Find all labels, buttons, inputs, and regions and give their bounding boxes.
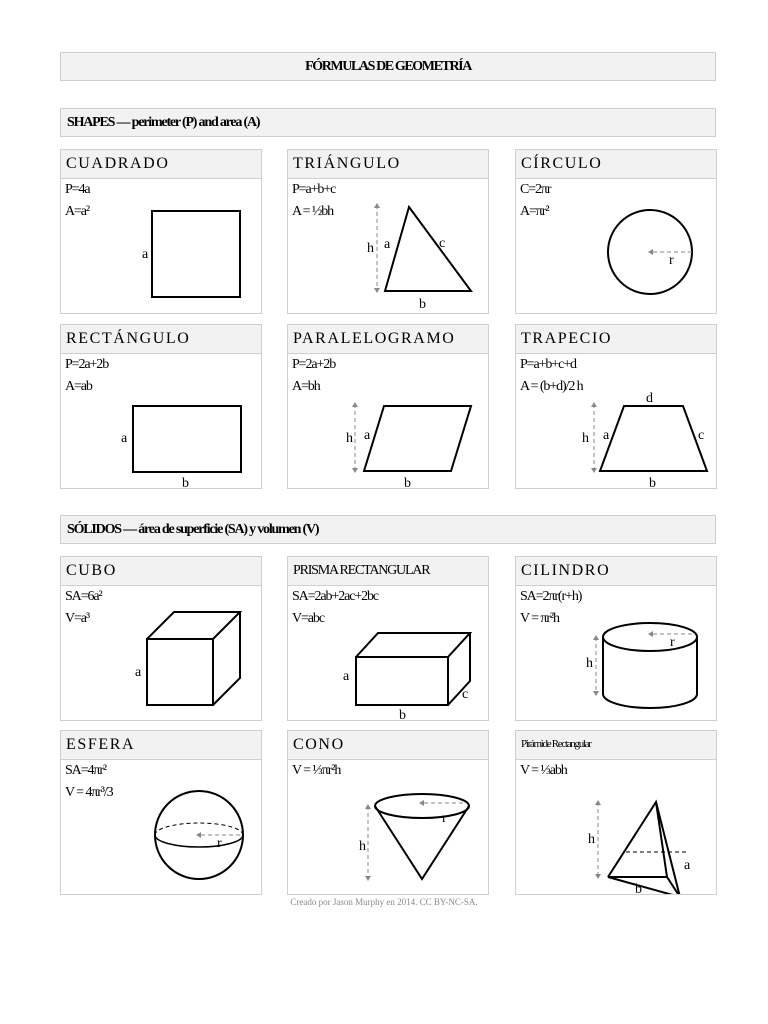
label-a: a xyxy=(142,247,149,262)
card-title: CILINDRO xyxy=(516,557,716,586)
formula-volume: V=abc xyxy=(292,611,324,626)
pyramid-figure xyxy=(516,759,716,894)
label-a: a xyxy=(121,431,128,446)
card-cono xyxy=(287,730,489,895)
footer-credit: Creado por Jason Murphy en 2014. CC BY-NC-SA. xyxy=(290,897,478,907)
card-title: ESFERA xyxy=(61,731,261,760)
card-title: PARALELOGRAMO xyxy=(288,325,488,354)
label-b: b xyxy=(635,882,642,894)
card-circulo xyxy=(515,149,717,314)
sphere-figure xyxy=(61,759,261,894)
card-trapecio xyxy=(515,324,717,489)
page-title: FÓRMULAS DE GEOMETRÍA xyxy=(60,52,716,81)
card-triangulo xyxy=(287,149,489,314)
label-d: d xyxy=(646,391,653,406)
label-b: b xyxy=(419,297,426,312)
label-b: b xyxy=(649,476,656,488)
label-c: c xyxy=(698,428,705,443)
card-prisma-rectangular xyxy=(287,556,489,721)
formula-area: A=bh xyxy=(292,379,320,394)
formula-volume: V=a³ xyxy=(65,611,90,626)
formula-surface-area: SA=6a² xyxy=(65,589,102,604)
label-h: h xyxy=(588,832,595,847)
card-cilindro xyxy=(515,556,717,721)
label-a: a xyxy=(603,428,610,443)
label-a: a xyxy=(384,237,391,252)
formula-perimeter: P=4a xyxy=(65,182,90,197)
square-figure xyxy=(61,178,261,313)
formula-perimeter: P=a+b+c xyxy=(292,182,336,197)
formula-perimeter: P=2a+2b xyxy=(292,357,336,372)
label-a: a xyxy=(364,428,371,443)
cube-figure xyxy=(61,585,261,720)
card-paralelogramo xyxy=(287,324,489,489)
label-c: c xyxy=(462,687,469,702)
card-title: CÍRCULO xyxy=(516,150,716,179)
formula-perimeter: P=a+b+c+d xyxy=(520,357,576,372)
card-title: PRISMA RECTANGULAR xyxy=(288,557,488,586)
formula-surface-area: SA=4πr² xyxy=(65,763,107,778)
label-a: a xyxy=(684,858,691,873)
label-h: h xyxy=(346,431,353,446)
formula-circumference: C=2πr xyxy=(520,182,551,197)
formula-area: A = ½bh xyxy=(292,204,334,219)
section-heading-shapes: SHAPES — perimeter (P) and area (A) xyxy=(60,108,716,137)
label-r: r xyxy=(669,253,674,268)
label-b: b xyxy=(399,708,406,720)
label-b: b xyxy=(404,476,411,488)
cylinder-figure xyxy=(516,585,716,720)
rectangle-figure xyxy=(61,353,261,488)
card-esfera xyxy=(60,730,262,895)
label-c: c xyxy=(439,236,446,251)
card-title: Pirámide Rectangular xyxy=(516,731,716,760)
circle-figure xyxy=(516,178,716,313)
card-rectangulo xyxy=(60,324,262,489)
card-cuadrado xyxy=(60,149,262,314)
formula-volume: V = ⅓abh xyxy=(520,763,567,778)
card-title: CUADRADO xyxy=(61,150,261,179)
card-piramide-rectangular xyxy=(515,730,717,895)
card-title: TRAPECIO xyxy=(516,325,716,354)
formula-perimeter: P=2a+2b xyxy=(65,357,109,372)
triangle-figure xyxy=(288,178,488,313)
label-a: a xyxy=(343,669,350,684)
prism-figure xyxy=(288,585,488,720)
formula-volume: V = 4πr³/3 xyxy=(65,785,113,800)
formula-volume: V = ⅓πr²h xyxy=(292,763,341,778)
card-title: CONO xyxy=(288,731,488,760)
section-heading-solids: SÓLIDOS — área de superficie (SA) y volumen (V) xyxy=(60,515,716,544)
label-h: h xyxy=(359,839,366,854)
label-h: h xyxy=(367,241,374,256)
label-b: b xyxy=(182,476,189,488)
trapezoid-figure xyxy=(516,353,716,488)
formula-surface-area: SA=2πr(r+h) xyxy=(520,589,582,604)
label-a: a xyxy=(135,665,142,680)
formula-area: A=ab xyxy=(65,379,92,394)
label-h: h xyxy=(586,656,593,671)
formula-surface-area: SA=2ab+2ac+2bc xyxy=(292,589,379,604)
formula-area: A=a² xyxy=(65,204,90,219)
card-cubo xyxy=(60,556,262,721)
cone-figure xyxy=(288,759,488,894)
card-title: CUBO xyxy=(61,557,261,586)
parallelogram-figure xyxy=(288,353,488,488)
card-title: TRIÁNGULO xyxy=(288,150,488,179)
formula-area: A = (b+d)/2 h xyxy=(520,379,583,394)
label-r: r xyxy=(217,836,222,851)
card-title: RECTÁNGULO xyxy=(61,325,261,354)
label-r: r xyxy=(442,811,447,826)
label-r: r xyxy=(670,635,675,650)
label-h: h xyxy=(582,431,589,446)
formula-area: A=πr² xyxy=(520,204,549,219)
formula-volume: V = πr²h xyxy=(520,611,559,626)
